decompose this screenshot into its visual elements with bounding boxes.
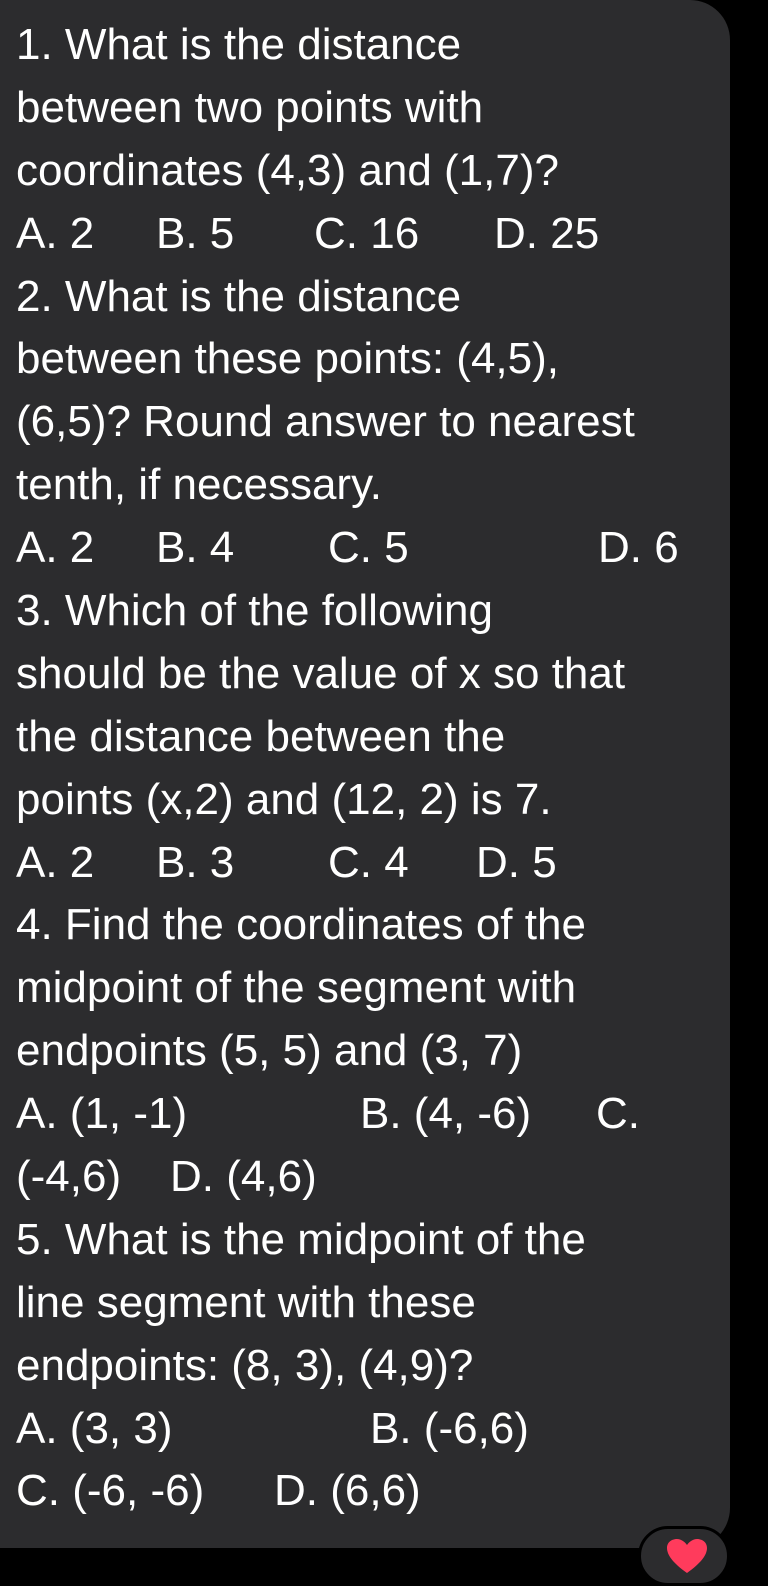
message-line: endpoints (5, 5) and (3, 7) bbox=[16, 1026, 523, 1076]
q1-option-b: B. 5 bbox=[156, 208, 235, 258]
q5-options-row2 bbox=[16, 1460, 726, 1523]
message-line: between these points: (4,5), bbox=[16, 334, 559, 384]
message-line: 4. Find the coordinates of the bbox=[16, 900, 586, 950]
message-line: line segment with these bbox=[16, 1277, 476, 1327]
q4-option-c: C. bbox=[596, 1089, 640, 1139]
message-line: (-4,6) D. (4,6) bbox=[16, 1152, 317, 1202]
message-line: between two points with bbox=[16, 82, 484, 132]
message-line: tenth, if necessary. bbox=[16, 460, 383, 510]
message-text bbox=[16, 14, 726, 1523]
message-line: the distance between the bbox=[16, 711, 506, 761]
q5-option-a: A. (3, 3) bbox=[16, 1403, 173, 1453]
q3-options bbox=[16, 832, 726, 895]
q2-option-a: A. 2 bbox=[16, 523, 95, 573]
q4-option-a: A. (1, -1) bbox=[16, 1089, 188, 1139]
message-line: endpoints: (8, 3), (4,9)? bbox=[16, 1340, 474, 1390]
q1-option-a: A. 2 bbox=[16, 208, 95, 258]
q3-option-c: C. 4 bbox=[328, 837, 409, 887]
q5-option-c: C. (-6, -6) bbox=[16, 1466, 205, 1516]
message-line: 3. Which of the following bbox=[16, 586, 493, 636]
message-line: 5. What is the midpoint of the bbox=[16, 1214, 586, 1264]
reaction-badge[interactable] bbox=[638, 1526, 730, 1586]
message-line: coordinates (4,3) and (1,7)? bbox=[16, 145, 559, 195]
q2-option-d: D. 6 bbox=[598, 523, 679, 573]
message-line: midpoint of the segment with bbox=[16, 963, 577, 1013]
q4-option-b: B. (4, -6) bbox=[360, 1089, 532, 1139]
message-line: (6,5)? Round answer to nearest bbox=[16, 397, 635, 447]
q5-option-d: D. (6,6) bbox=[274, 1466, 421, 1516]
message-line: should be the value of x so that bbox=[16, 648, 626, 698]
q4-options bbox=[16, 1083, 726, 1146]
message-line: points (x,2) and (12, 2) is 7. bbox=[16, 774, 552, 824]
q1-option-d: D. 25 bbox=[494, 208, 600, 258]
q2-options bbox=[16, 517, 726, 580]
message-line: 2. What is the distance bbox=[16, 271, 462, 321]
q1-options bbox=[16, 203, 726, 266]
q5-options-row1 bbox=[16, 1398, 726, 1461]
q2-option-b: B. 4 bbox=[156, 523, 235, 573]
heart-icon bbox=[667, 1539, 707, 1575]
q3-option-b: B. 3 bbox=[156, 837, 235, 887]
q2-option-c: C. 5 bbox=[328, 523, 409, 573]
q3-option-d: D. 5 bbox=[476, 837, 557, 887]
q3-option-a: A. 2 bbox=[16, 837, 95, 887]
q5-option-b: B. (-6,6) bbox=[370, 1403, 529, 1453]
message-line: 1. What is the distance bbox=[16, 20, 462, 69]
q1-option-c: C. 16 bbox=[314, 208, 420, 258]
